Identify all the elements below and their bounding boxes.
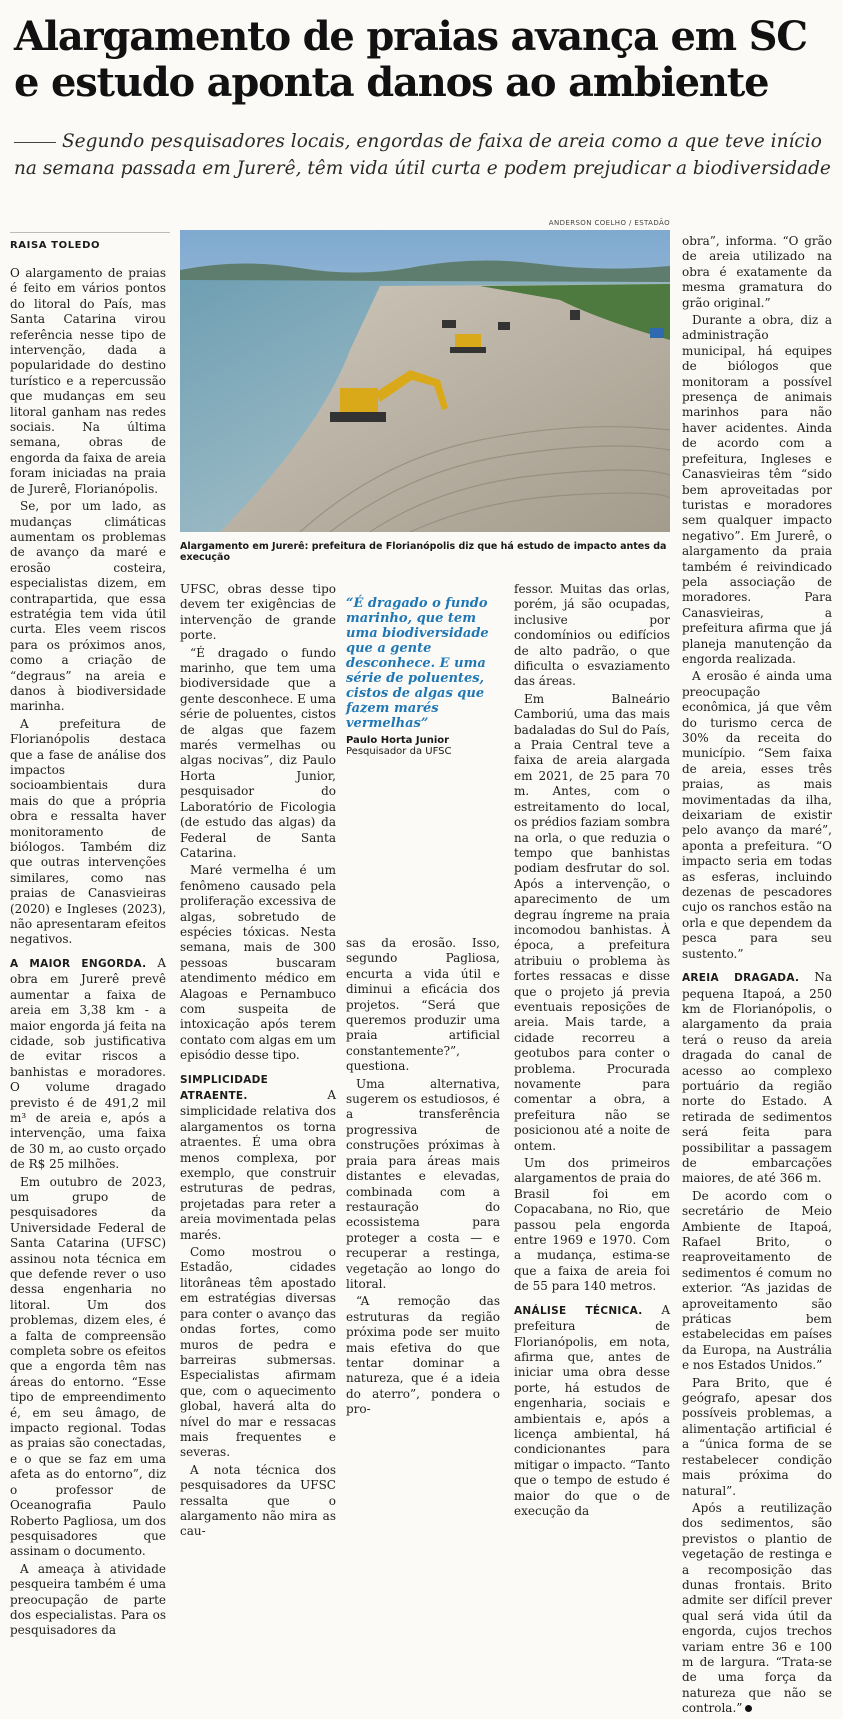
paragraph: “É dragado o fundo marinho, que tem uma biodiversidade que a gente desconhece. E uma série de poluentes, cistos de algas que fazem marés vermelhas ou algas nocivas”, diz Paulo Horta Junior, pesquisador do Laboratório de Ficologia (de estudo das algas) da Federal de Santa Catarina. [180, 645, 336, 860]
column-5 [682, 234, 832, 1719]
pull-quote [346, 596, 500, 757]
pull-quote-name: Paulo Horta Junior [346, 735, 450, 746]
deck-rule [14, 142, 56, 143]
subhead-paragraph [180, 1072, 336, 1243]
pull-quote-text: “É dragado o fundo marinho, que tem uma biodiversidade que a gente desconhece. E uma série de poluentes, cistos de algas que fazem marés vermelhas” [346, 596, 489, 731]
subhead-text: A simplicidade relativa dos alargamentos os torna atraentes. É uma obra menos complexa, por exemplo, que construir estruturas de pedras, projetadas para reter a areia movimentada pelas marés. [180, 1088, 336, 1242]
headline: Alargamento de praias avança em SC e estudo aponta danos ao ambiente [14, 13, 807, 106]
paragraph: Para Brito, que é geógrafo, apesar dos possíveis problemas, a alimentação artificial é a “única forma de se restabelecer condição mais próxima do natural”. [682, 1375, 832, 1498]
paragraph: Uma alternativa, sugerem os estudiosos, é a transferência progressiva de construções próximas à praia para áreas mais distantes e elevadas, combinada com a restauração do ecossistema para proteger a costa — e recuperar a restinga, vegetação ao longo do litoral. [346, 1076, 500, 1291]
subhead-text: A obra em Jurerê prevê aumentar a faixa de areia em 3,38 km - a maior engorda já feita na cidade, sob justificativa de evitar riscos a banhistas e moradores. O volume dragado previsto é de 491,2 mil m³ de areia e, após a intervenção, uma faixa de 30 m, ao custo orçado de R$ 25 milhões. [10, 955, 166, 1172]
column-4 [514, 582, 670, 1521]
paragraph: Em outubro de 2023, um grupo de pesquisadores da Universidade Federal de Santa Catarina (UFSC) assinou nota técnica em que defende rever o uso dessa engenharia no litoral. Um dos problemas, dizem eles, é a falta de compreensão completa sobre os efeitos que a engorda têm nas áreas do entorno. “Esse tipo de empreendimento é, em seu âmago, de impacto regional. Todas as praias são conectadas, e o que se faz em uma afeta as do entorno”, diz o professor de Oceanografia Paulo Roberto Pagliosa, um dos pesquisadores que assinam o documento. [10, 1174, 166, 1559]
subhead: ANÁLISE TÉCNICA. [514, 1304, 643, 1317]
photo-credit: ANDERSON COELHO / ESTADÃO [548, 219, 670, 227]
byline-rule [10, 232, 170, 233]
beach-photo [180, 230, 670, 532]
paragraph [682, 1501, 832, 1717]
end-mark [745, 1705, 752, 1712]
paragraph: Em Balneário Camboriú, uma das mais badaladas do Sul do País, a Praia Central teve a faixa de areia alargada em 2021, de 25 para 70 m. Antes, com o estreitamento do local, os prédios faziam sombra na orla, o que reduzia o tempo que banhistas podiam desfrutar do sol. Após a intervenção, o aparecimento de um degrau íngreme na praia incomodou banhistas. À época, a prefeitura atribuiu o problema às fortes ressacas e disse que o projeto já previa eventuais reposições de areia. Mais tarde, a cidade recorreu a geotubos para conter o problema. Procurada novamente para comentar a obra, a prefeitura não se posicionou até a noite de ontem. [514, 691, 670, 1153]
deck-text: Segundo pesquisadores locais, engordas de faixa de areia como a que teve início na semana passada em Jurerê, têm vida útil curta e podem prejudicar a biodiversidade [14, 131, 831, 179]
paragraph: A prefeitura de Florianópolis destaca que a fase de análise dos impactos socioambientais dura mais do que a própria obra e ressalta haver monitoramento de biólogos. Também diz que outras intervenções similares, como nas praias de Canasvieiras (2020) e Ingleses (2023), não apresentaram efeitos negativos. [10, 716, 166, 947]
subhead-paragraph [10, 956, 166, 1173]
paragraph: Durante a obra, diz a administração municipal, há equipes de biólogos que monitoram a possível presença de animais marinhos para não haver acidentes. Ainda de acordo com a prefeitura, Ingleses e Canasvieiras têm “sido bem aproveitadas por turistas e moradores sem qualquer impacto negativo”. Em Jurerê, o alargamento da praia também é reivindicado pela associação de moradores. Para Canasvieiras, a prefeitura afirma que já planeja manutenção da engorda realizada. [682, 313, 832, 666]
paragraph: “A remoção das estruturas da região próxima pode ser muito mais efetiva do que tentar dominar a natureza, que é a ideia do aterro”, pondera o pro- [346, 1294, 500, 1417]
column-1 [10, 266, 166, 1641]
deck [14, 128, 836, 182]
subhead-paragraph [682, 970, 832, 1187]
byline: RAISA TOLEDO [10, 240, 101, 251]
paragraph: fessor. Muitas das orlas, porém, já são ocupadas, inclusive por condomínios ou edifícios de alto padrão, o que dificulta o esvaziamento das áreas. [514, 582, 670, 689]
paragraph: De acordo com o secretário de Meio Ambiente de Itapoá, Rafael Brito, o reaproveitamento de sedimentos é comum no exterior. “As jazidas de aproveitamento são práticas bem estabelecidas em países da Europa, na Austrália e nos Estados Unidos.” [682, 1188, 832, 1373]
paragraph: obra”, informa. “O grão de areia utilizado na obra é exatamente da mesma gramatura do grão original.” [682, 234, 832, 310]
paragraph: Se, por um lado, as mudanças climáticas aumentam os problemas de avanço da maré e erosão costeira, especialistas dizem, em contrapartida, que essa estratégia tem vida útil curta. Eles veem riscos para os próximos anos, como a criação de “degraus” na areia e danos à biodiversidade marinha. [10, 499, 166, 714]
photo [180, 230, 670, 532]
subhead-paragraph [514, 1303, 670, 1520]
paragraph: Como mostrou o Estadão, cidades litorâneas têm apostado em estratégias diversas para conter o avanço das ondas fortes, como muros de pedra e barreiras submersas. Especialistas afirmam que, com o aquecimento global, haverá alta do nível do mar e ressacas mais frequentes e severas. [180, 1245, 336, 1460]
paragraph: UFSC, obras desse tipo devem ter exigências de intervenção de grande porte. [180, 582, 336, 643]
paragraph: A erosão é ainda uma preocupação econômica, já que vêm do turismo cerca de 30% da receita do município. “Sem faixa de areia, esses três praias, as mais movimentadas da ilha, deixariam de existir pelo avanço da maré”, aponta a prefeitura. “O impacto seria em todas as esferas, incluindo dezenas de pescadores cujo os ranchos estão na orla e que dependem da pesca para seu sustento.” [682, 669, 832, 961]
paragraph: Maré vermelha é um fenômeno causado pela proliferação excessiva de algas, sobretudo de espécies tóxicas. Nesta semana, mais de 300 pessoas buscaram atendimento médico em Alagoas e Pernambuco com suspeita de intoxicação após terem contato com algas em um episódio desse tipo. [180, 863, 336, 1063]
subhead-text: A prefeitura de Florianópolis, em nota, afirma que, antes de iniciar uma obra desse porte, há estudos de engenharia, sociais e ambientais e, após a licença ambiental, há condicionantes para mitigar o impacto. “Tanto que o tempo de estudo é maior do que o de execução da [514, 1302, 670, 1518]
paragraph: Um dos primeiros alargamentos de praia do Brasil foi em Copacabana, no Rio, que passou pela engorda entre 1969 e 1970. Com a mudança, estima-se que a faixa de areia foi de 55 para 140 metros. [514, 1156, 670, 1294]
subhead: SIMPLICIDADE ATRAENTE. [180, 1073, 269, 1102]
pull-quote-role: Pesquisador da UFSC [346, 746, 452, 757]
paragraph: A ameaça à atividade pesqueira também é uma preocupação de parte dos especialistas. Para os pesquisadores da [10, 1561, 166, 1638]
column-3 [346, 936, 500, 1420]
column-2 [180, 582, 336, 1542]
subhead: A MAIOR ENGORDA. [10, 957, 147, 970]
paragraph: A nota técnica dos pesquisadores da UFSC ressalta que o alargamento não mira as cau- [180, 1462, 336, 1539]
subhead: AREIA DRAGADA. [682, 972, 800, 985]
paragraph-text: Após a reutilização dos sedimentos, são previstos o plantio de vegetação de restinga e a recomposição das dunas frontais. Brito admite ser difícil prever qual será vida útil da engorda, cujos trechos variam entre 36 e 100 m de largura. “Trata-se de uma força da natureza que não se controla.” [682, 1500, 832, 1716]
photo-caption: Alargamento em Jurerê: prefeitura de Florianópolis diz que há estudo de impacto antes da execução [180, 541, 667, 563]
subhead-text: Na pequena Itapoá, a 250 km de Florianópolis, o alargamento da praia terá o reuso da areia dragada do canal de acesso ao complexo portuário da região norte do Estado. A retirada de sedimentos será feita para possibilitar a passagem de embarcações maiores, de até 366 m. [682, 970, 832, 1186]
bulldozer [450, 334, 486, 353]
paragraph: O alargamento de praias é feito em vários pontos do litoral do País, mas Santa Catarina virou referência nesse tipo de intervenção, dada a popularidade do destino turístico e a repercussão que mudanças em seu litoral ganham nas redes sociais. Na última semana, obras de engorda da faixa de areia foram iniciadas na praia de Jurerê, Florianópolis. [10, 266, 166, 496]
paragraph: sas da erosão. Isso, segundo Pagliosa, encurta a vida útil e diminui a eficácia dos projetos. “Será que queremos produzir uma praia artificial constantemente?”, questiona. [346, 936, 500, 1074]
tent [650, 328, 664, 338]
